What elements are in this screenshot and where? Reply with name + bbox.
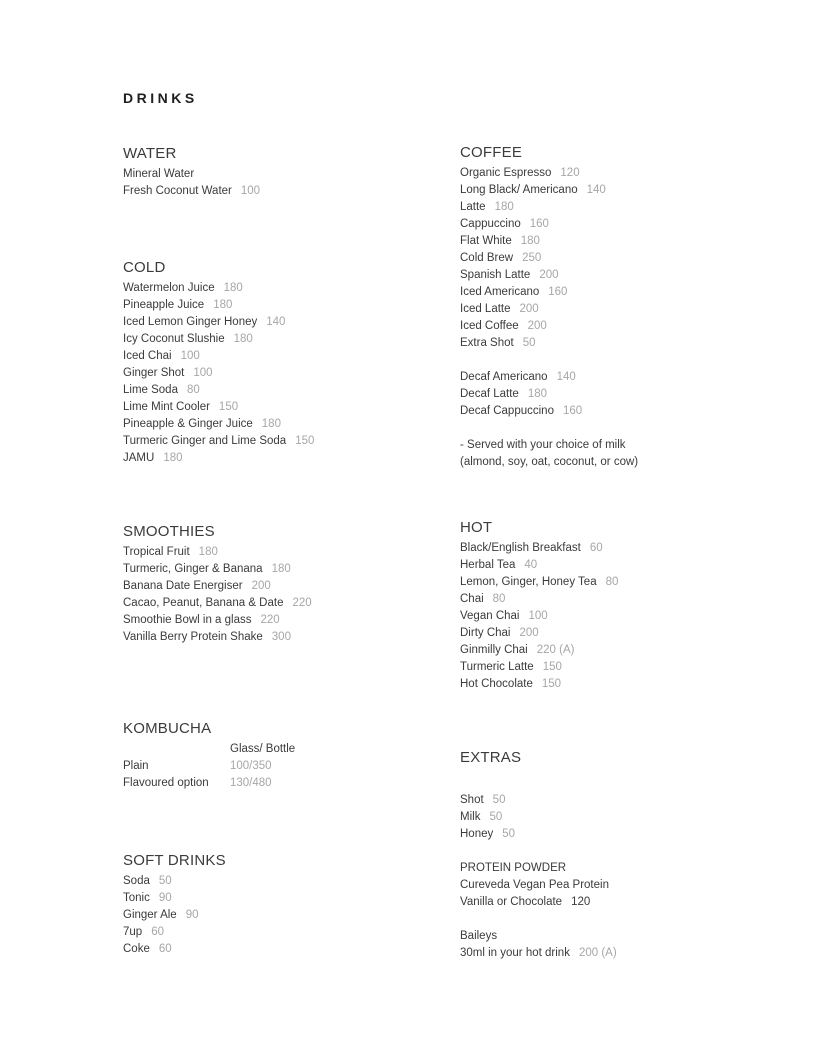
- section-kombucha: [123, 719, 443, 792]
- menu-item-price: 180: [261, 418, 281, 430]
- menu-item-name: Decaf Latte: [460, 388, 519, 400]
- section-title: HOT: [460, 519, 493, 536]
- menu-item-name: 7up: [123, 926, 143, 938]
- menu-item-name: Spanish Latte: [460, 269, 531, 281]
- menu-item-price: 220: [260, 614, 280, 626]
- menu-group: [123, 544, 443, 646]
- menu-item: [460, 676, 780, 693]
- section-smoothies: [123, 522, 443, 646]
- menu-item: [123, 314, 443, 331]
- menu-item: [460, 894, 780, 911]
- menu-item-price: 80: [492, 593, 506, 605]
- section-hot: [460, 518, 780, 693]
- menu-item: [123, 365, 443, 382]
- menu-item-price: 150: [542, 661, 562, 673]
- menu-item-name: PROTEIN POWDER: [460, 862, 567, 874]
- menu-item-price: 160: [529, 218, 549, 230]
- menu-item-name: Coke: [123, 943, 150, 955]
- menu-group: [460, 792, 780, 843]
- menu-item: [460, 284, 780, 301]
- menu-item: [460, 165, 780, 182]
- menu-group: [123, 166, 443, 200]
- menu-item-name: Iced Americano: [460, 286, 540, 298]
- menu-item: [460, 216, 780, 233]
- menu-item-price: 200: [527, 320, 547, 332]
- menu-group: [460, 165, 780, 352]
- menu-item-name: Cureveda Vegan Pea Protein: [460, 879, 609, 891]
- menu-item-name: Ginger Shot: [123, 367, 185, 379]
- menu-item-name: Baileys: [460, 930, 498, 942]
- menu-item-price: 50: [158, 875, 172, 887]
- menu-item: [123, 331, 443, 348]
- menu-item-price: 60: [158, 943, 172, 955]
- menu-item: [460, 591, 780, 608]
- menu-item-price: 40: [524, 559, 538, 571]
- menu-item-name: Iced Chai: [123, 350, 172, 362]
- menu-item: [123, 399, 443, 416]
- menu-item: [460, 877, 780, 894]
- menu-item-name: Turmeric Ginger and Lime Soda: [123, 435, 287, 447]
- menu-item-price: 120: [571, 896, 591, 908]
- menu-item-price: 80: [186, 384, 200, 396]
- section-softdrinks: [123, 851, 443, 958]
- menu-item: [460, 928, 780, 945]
- tab-header-row: [123, 741, 443, 758]
- menu-item: [460, 659, 780, 676]
- menu-item-price: 200 (A): [578, 947, 617, 959]
- section-water: [123, 144, 443, 200]
- menu-item-name: Dirty Chai: [460, 627, 511, 639]
- menu-item-name: Long Black/ Americano: [460, 184, 578, 196]
- menu-item-price: 90: [158, 892, 172, 904]
- section-title: COFFEE: [460, 144, 523, 161]
- menu-item-price: 160: [562, 405, 583, 417]
- menu-item-name: Cold Brew: [460, 252, 514, 264]
- menu-item-name: Iced Latte: [460, 303, 511, 315]
- menu-item-name: Iced Coffee: [460, 320, 519, 332]
- menu-item-price: 60: [589, 542, 603, 554]
- menu-group: [460, 369, 780, 420]
- menu-item-price: 100: [528, 610, 548, 622]
- menu-item: [123, 758, 443, 775]
- menu-item-price: 60: [151, 926, 164, 938]
- menu-item-price: 100: [180, 350, 200, 362]
- menu-item-price: 150: [295, 435, 315, 447]
- menu-item-name: Iced Lemon Ginger Honey: [123, 316, 258, 328]
- menu-item-name: Chai: [460, 593, 484, 605]
- menu-item: [460, 642, 780, 659]
- menu-item-price: 130/480: [230, 777, 272, 789]
- menu-item: [460, 199, 780, 216]
- menu-item-price: 100: [193, 367, 213, 379]
- menu-item-name: 30ml in your hot drink: [460, 947, 570, 959]
- menu-item: [123, 873, 443, 890]
- menu-item-price: 100: [240, 185, 261, 197]
- menu-item-price: 150: [541, 678, 562, 690]
- menu-item-price: 140: [586, 184, 606, 196]
- menu-item-name: Banana Date Energiser: [123, 580, 243, 592]
- menu-item: [460, 182, 780, 199]
- section-title: WATER: [123, 145, 177, 162]
- menu-item: [123, 382, 443, 399]
- section-title: SMOOTHIES: [123, 523, 215, 540]
- menu-item-price: 220: [292, 597, 312, 609]
- menu-item: [123, 433, 443, 450]
- menu-item: [123, 297, 443, 314]
- menu-item: [460, 574, 780, 591]
- menu-item-price: 140: [266, 316, 286, 328]
- menu-item: [460, 608, 780, 625]
- menu-item-price: 50: [502, 828, 516, 840]
- menu-item-price: 300: [271, 631, 291, 643]
- menu-item-price: 180: [233, 333, 253, 345]
- menu-item-price: 50: [522, 337, 536, 349]
- section-note-line: - Served with your choice of milk: [460, 439, 626, 451]
- menu-item-price: 140: [556, 371, 576, 383]
- menu-item: [123, 924, 443, 941]
- menu-item: [123, 183, 443, 200]
- menu-item-price: 180: [163, 452, 183, 464]
- menu-item-price: 180: [213, 299, 233, 311]
- menu-item-name: Honey: [460, 828, 494, 840]
- menu-item-name: Shot: [460, 794, 484, 806]
- menu-item-price: 100/350: [230, 760, 272, 772]
- menu-item-price: 250: [522, 252, 542, 264]
- section-title: COLD: [123, 259, 166, 276]
- menu-item-name: Decaf Americano: [460, 371, 548, 383]
- menu-item-name: Black/English Breakfast: [460, 542, 581, 554]
- menu-item-name: Herbal Tea: [460, 559, 516, 571]
- menu-group: [123, 873, 443, 958]
- menu-item-name: Turmeric Latte: [460, 661, 534, 673]
- menu-item-name: Fresh Coconut Water: [123, 185, 232, 197]
- menu-item: [460, 557, 780, 574]
- section-cold: [123, 258, 443, 467]
- menu-item-name: Mineral Water: [123, 168, 195, 180]
- menu-item: [123, 907, 443, 924]
- page-title: DRINKS: [123, 90, 198, 106]
- menu-item-name: Tonic: [123, 892, 150, 904]
- section-note-line: (almond, soy, oat, coconut, or cow): [460, 456, 639, 468]
- section-title: SOFT DRINKS: [123, 852, 226, 869]
- menu-item-price: 160: [548, 286, 568, 298]
- menu-item-name: Tropical Fruit: [123, 546, 190, 558]
- menu-item-name: Vanilla or Chocolate: [460, 896, 563, 908]
- menu-item: [460, 403, 780, 420]
- menu-item: [123, 595, 443, 612]
- menu-item-price: 120: [560, 167, 580, 179]
- menu-item: [123, 544, 443, 561]
- menu-item: [123, 416, 443, 433]
- section-extras: [460, 748, 780, 962]
- menu-item: [123, 629, 443, 646]
- menu-item-name: Turmeric, Ginger & Banana: [123, 563, 263, 575]
- menu-item: [460, 335, 780, 352]
- menu-item-price: 180: [527, 388, 548, 400]
- menu-item-name: Flat White: [460, 235, 512, 247]
- menu-item-price: 180: [223, 282, 243, 294]
- menu-item: [460, 826, 780, 843]
- menu-item: [460, 860, 780, 877]
- menu-item-name: Watermelon Juice: [123, 282, 215, 294]
- menu-group: [460, 437, 780, 471]
- section-coffee: [460, 143, 780, 471]
- tab-header-label: Glass/ Bottle: [230, 743, 296, 755]
- menu-item: [123, 280, 443, 297]
- menu-item: [123, 890, 443, 907]
- menu-item-name: Vegan Chai: [460, 610, 520, 622]
- menu-item-price: 200: [519, 627, 539, 639]
- menu-item-name: Lime Mint Cooler: [123, 401, 210, 413]
- menu-item-price: 180: [198, 546, 218, 558]
- menu-item-name: Ginmilly Chai: [460, 644, 528, 656]
- menu-item-price: 80: [605, 576, 619, 588]
- menu-item: [460, 386, 780, 403]
- menu-item: [460, 945, 780, 962]
- menu-item: [460, 267, 780, 284]
- menu-item: [460, 809, 780, 826]
- menu-item: [460, 301, 780, 318]
- menu-item-name: Ginger Ale: [123, 909, 177, 921]
- menu-item-name: Smoothie Bowl in a glass: [123, 614, 252, 626]
- menu-item: [123, 166, 443, 183]
- menu-item-name: Latte: [460, 201, 486, 213]
- menu-group: [123, 280, 443, 467]
- menu-item: [123, 450, 443, 467]
- menu-item: [460, 792, 780, 809]
- menu-item: [123, 348, 443, 365]
- menu-item: [460, 540, 780, 557]
- menu-item-name: Cacao, Peanut, Banana & Date: [123, 597, 284, 609]
- menu-item-price: 180: [494, 201, 514, 213]
- menu-item-name: Organic Espresso: [460, 167, 552, 179]
- menu-item: [123, 775, 443, 792]
- menu-item: [123, 578, 443, 595]
- menu-group: [460, 540, 780, 693]
- section-title: EXTRAS: [460, 749, 522, 766]
- tab-spacer: [123, 741, 230, 758]
- menu-item-name: Extra Shot: [460, 337, 514, 349]
- menu-item: [460, 318, 780, 335]
- menu-item-price: 180: [520, 235, 540, 247]
- menu-item: [460, 250, 780, 267]
- menu-item: [123, 612, 443, 629]
- section-title: KOMBUCHA: [123, 720, 212, 737]
- menu-item: [123, 561, 443, 578]
- menu-item: [460, 625, 780, 642]
- menu-item-name: Lemon, Ginger, Honey Tea: [460, 576, 597, 588]
- menu-item-price: 50: [489, 811, 503, 823]
- menu-item-name: Plain: [123, 760, 149, 772]
- menu-item: [460, 369, 780, 386]
- menu-item-name: Milk: [460, 811, 481, 823]
- menu-item: [460, 233, 780, 250]
- menu-item-name: Lime Soda: [123, 384, 178, 396]
- menu-item-price: 150: [218, 401, 239, 413]
- menu-item-name: Flavoured option: [123, 777, 209, 789]
- menu-item-price: 200: [539, 269, 559, 281]
- menu-item-price: 50: [492, 794, 506, 806]
- menu-group: [460, 860, 780, 911]
- menu-item: [123, 941, 443, 958]
- menu-item-price: 200: [519, 303, 539, 315]
- menu-group: [460, 928, 780, 962]
- menu-item-price: 180: [271, 563, 291, 575]
- menu-item-name: Hot Chocolate: [460, 678, 533, 690]
- menu-item-name: JAMU: [123, 452, 155, 464]
- menu-item-name: Icy Coconut Slushie: [123, 333, 225, 345]
- menu-item-name: Pineapple Juice: [123, 299, 205, 311]
- menu-item-name: Vanilla Berry Protein Shake: [123, 631, 263, 643]
- menu-item-name: Cappuccino: [460, 218, 521, 230]
- menu-item-name: Soda: [123, 875, 150, 887]
- menu-group: [123, 741, 443, 792]
- menu-item-name: Pineapple & Ginger Juice: [123, 418, 253, 430]
- menu-item-name: Decaf Cappuccino: [460, 405, 554, 417]
- menu-item-price: 220 (A): [536, 644, 575, 656]
- menu-item-price: 200: [251, 580, 271, 592]
- menu-item-price: 90: [185, 909, 199, 921]
